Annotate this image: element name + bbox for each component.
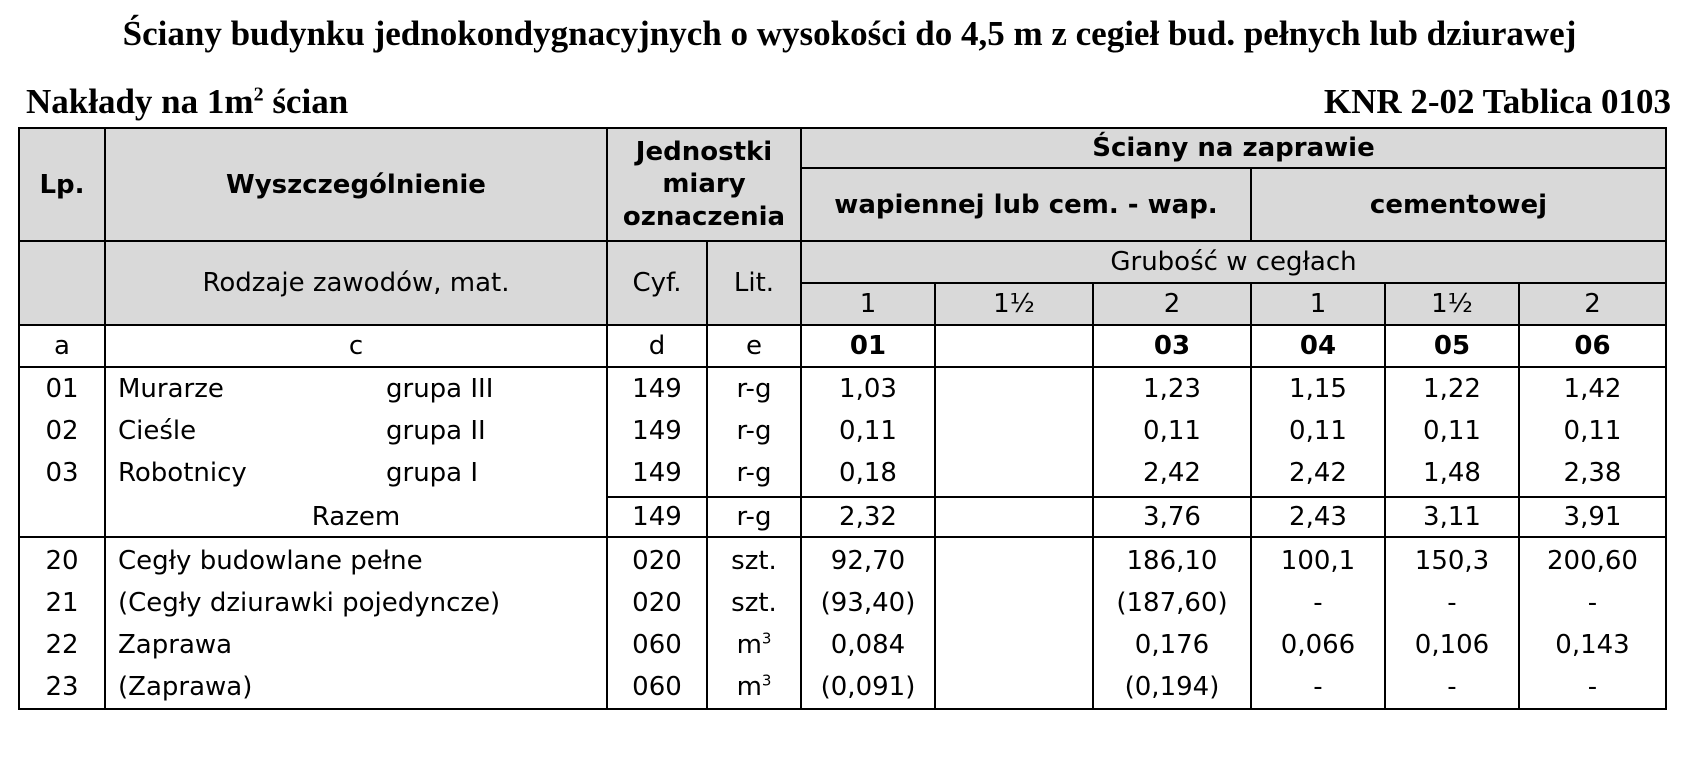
- row-lp: 03: [45, 458, 79, 488]
- column-label: c: [105, 325, 607, 367]
- materials-col-03: 186,10 (187,60) 0,176 (0,194): [1093, 537, 1251, 709]
- header-grubosc: Grubość w cegłach: [801, 241, 1666, 283]
- column-label: 04: [1251, 325, 1385, 367]
- razem-lit: r-g: [707, 497, 801, 537]
- trade-name: Cieśle: [118, 416, 197, 446]
- materials-lp-cell: 20 21 22 23: [19, 537, 105, 709]
- materials-names-cell: [105, 537, 607, 709]
- labor-col-01: 1,03 0,11 0,18: [801, 367, 935, 497]
- thickness-label: 1½: [1385, 283, 1519, 325]
- header-rodzaje: Rodzaje zawodów, mat.: [105, 241, 607, 325]
- column-label: 03: [1093, 325, 1251, 367]
- material-name: (Cegły dziurawki pojedyncze): [118, 588, 501, 618]
- razem-value: 2,43: [1251, 497, 1385, 537]
- norms-table: [18, 127, 1667, 710]
- labor-col-03: 1,23 0,11 2,42: [1093, 367, 1251, 497]
- table-subtitle: Nakłady na $1m^2$ ścian: [26, 82, 349, 121]
- materials-col-04: 100,1 - 0,066 -: [1251, 537, 1385, 709]
- razem-value: [935, 497, 1093, 537]
- razem-value: 3,76: [1093, 497, 1251, 537]
- thickness-label: 1: [1251, 283, 1385, 325]
- materials-col-06: 200,60 - 0,143 -: [1519, 537, 1666, 709]
- column-label: 01: [801, 325, 935, 367]
- column-label: 06: [1519, 325, 1666, 367]
- labor-lp-cell: [19, 367, 105, 537]
- header-lit: Lit.: [707, 241, 801, 325]
- materials-lit-cell: szt. szt. $m^3$ $m^3$: [707, 537, 801, 709]
- thickness-label: 1: [801, 283, 935, 325]
- header-lp-cont: [19, 241, 105, 325]
- razem-label: Razem: [105, 497, 607, 537]
- labor-col-06: 1,42 0,11 2,38: [1519, 367, 1666, 497]
- header-lp: Lp.: [19, 128, 105, 241]
- header-cementowej: cementowej: [1251, 168, 1666, 241]
- header-wyszczegolnienie: Wyszczególnienie: [105, 128, 607, 241]
- razem-value: 3,11: [1385, 497, 1519, 537]
- thickness-label: 2: [1093, 283, 1251, 325]
- header-wapiennej: wapiennej lub cem. - wap.: [801, 168, 1251, 241]
- labor-lit-cell: r-g r-g r-g: [707, 367, 801, 497]
- razem-value: 2,32: [801, 497, 935, 537]
- trade-name: Robotnicy: [118, 458, 247, 488]
- materials-col-01: 92,70 (93,40) 0,084 (0,091): [801, 537, 935, 709]
- trade-name: Murarze: [118, 374, 224, 404]
- labor-names-cell: [105, 367, 607, 497]
- column-label: [935, 325, 1093, 367]
- material-name: Cegły budowlane pełne: [118, 546, 423, 576]
- header-cyf: Cyf.: [607, 241, 707, 325]
- page-title: Ściany budynku jednokondygnacyjnych o wysokości do 4,5 m z cegieł bud. pełnych lub dziurawej: [122, 14, 1577, 53]
- column-label: e: [707, 325, 801, 367]
- materials-col-05: 150,3 - 0,106 -: [1385, 537, 1519, 709]
- labor-col-04: 1,15 0,11 2,42: [1251, 367, 1385, 497]
- header-sciany: Ściany na zaprawie: [801, 128, 1666, 168]
- thickness-label: 2: [1519, 283, 1666, 325]
- row-lp: 01: [45, 374, 79, 404]
- razem-cyf: 149: [607, 497, 707, 537]
- material-name: (Zaprawa): [118, 672, 253, 702]
- trade-group: grupa II: [386, 416, 486, 446]
- material-name: Zaprawa: [118, 630, 233, 660]
- column-label: d: [607, 325, 707, 367]
- trade-group: grupa I: [386, 458, 479, 488]
- materials-col-02: [935, 537, 1093, 709]
- labor-col-02: [935, 367, 1093, 497]
- labor-cyf-cell: 149 149 149: [607, 367, 707, 497]
- header-jednostki: Jednostki miary oznaczenia: [607, 128, 801, 241]
- column-label: a: [19, 325, 105, 367]
- column-label: 05: [1385, 325, 1519, 367]
- table-reference: KNR 2-02 Tablica 0103: [1323, 82, 1671, 121]
- labor-col-05: 1,22 0,11 1,48: [1385, 367, 1519, 497]
- trade-group: grupa III: [386, 374, 494, 404]
- razem-value: 3,91: [1519, 497, 1666, 537]
- row-lp: 02: [45, 416, 79, 446]
- thickness-label: 1½: [935, 283, 1093, 325]
- materials-cyf-cell: 020 020 060 060: [607, 537, 707, 709]
